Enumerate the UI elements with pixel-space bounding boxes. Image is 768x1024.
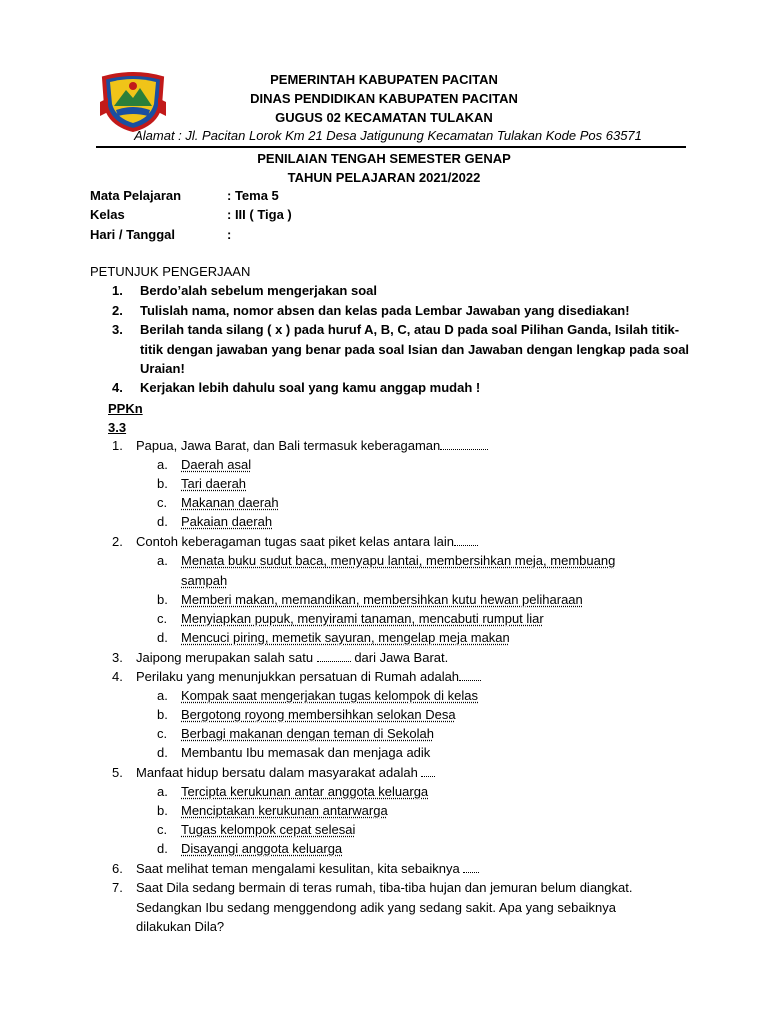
question-text: Perilaku yang menunjukkan persatuan di Rumah adalah	[136, 669, 460, 684]
question-number: 6.	[112, 861, 123, 876]
exam-title: PENILAIAN TENGAH SEMESTER GENAP	[257, 151, 511, 166]
option-letter: a.	[157, 553, 168, 568]
answer-blank	[463, 860, 479, 873]
instruction-text: Kerjakan lebih dahulu soal yang kamu anggap mudah !	[140, 380, 481, 395]
option-letter: d.	[157, 841, 168, 856]
question-text: Saat melihat teman mengalami kesulitan, kita sebaiknya	[136, 861, 460, 876]
instruction-text: Tulislah nama, nomor absen dan kelas pada Lembar Jawaban yang disediakan!	[140, 303, 630, 318]
meta-value: : III ( Tiga )	[227, 207, 292, 222]
option-text: Tugas kelompok cepat selesai	[181, 822, 356, 837]
option-letter: b.	[157, 707, 168, 722]
option-text: Berbagi makanan dengan teman di Sekolah	[181, 726, 434, 741]
meta-row	[90, 207, 292, 223]
instructions-heading: PETUNJUK PENGERJAAN	[90, 264, 251, 279]
instruction-number: 1.	[112, 283, 123, 298]
option-text: Makanan daerah	[181, 495, 279, 510]
option-letter: c.	[157, 822, 168, 837]
option-text: Tercipta kerukunan antar anggota keluarga	[181, 784, 429, 799]
instruction-text: Berilah tanda silang ( x ) pada huruf A, B, C, atau D pada soal Pilihan Ganda, Isilah titik-titik dengan jawaban yang benar pada soal Isian dan Jawaban dengan lengkap pada soal Uraian!	[140, 322, 690, 376]
option-letter: a.	[157, 784, 168, 799]
option-letter: c.	[157, 611, 168, 626]
option-text: Disayangi anggota keluarga	[181, 841, 343, 856]
option-letter: d.	[157, 630, 168, 645]
header-divider	[96, 146, 686, 148]
option-text: Membantu Ibu memasak dan menjaga adik	[181, 745, 431, 760]
question-text: Saat Dila sedang bermain di teras rumah, tiba-tiba hujan dan jemuran belum diangkat. Sedangkan Ibu sedang menggendong adik yang sedang sakit. Apa yang sebaiknya dilakukan Dila?	[136, 880, 633, 934]
option-letter: a.	[157, 457, 168, 472]
header-line-2: DINAS PENDIDIKAN KABUPATEN PACITAN	[250, 91, 518, 106]
header-address: Alamat : Jl. Pacitan Lorok Km 21 Desa Jatigunung Kecamatan Tulakan Kode Pos 63571	[134, 128, 642, 143]
option-letter: c.	[157, 495, 168, 510]
question-number: 3.	[112, 650, 123, 665]
option-text: Kompak saat mengerjakan tugas kelompok di kelas	[181, 688, 478, 703]
question-text-end: dari Jawa Barat.	[354, 650, 449, 665]
meta-key: Kelas	[90, 207, 125, 222]
subject-label: PPKn	[108, 401, 143, 416]
option-text: Bergotong royong membersihkan selokan Desa	[181, 707, 456, 722]
instruction-number: 3.	[112, 322, 123, 337]
answer-blank	[459, 668, 481, 681]
question-text: Contoh keberagaman tugas saat piket kelas antara lain	[136, 534, 454, 549]
question-text: Manfaat hidup bersatu dalam masyarakat adalah	[136, 765, 418, 780]
option-letter: b.	[157, 592, 168, 607]
option-text: Mencuci piring, memetik sayuran, mengelap meja makan	[181, 630, 510, 645]
option-letter: d.	[157, 514, 168, 529]
answer-blank	[421, 764, 435, 777]
option-text: Tari daerah	[181, 476, 247, 491]
answer-blank	[317, 649, 351, 662]
instruction-number: 2.	[112, 303, 123, 318]
option-text: Daerah asal	[181, 457, 252, 472]
answer-blank	[440, 437, 488, 450]
meta-key: Hari / Tanggal	[90, 227, 175, 242]
question-number: 7.	[112, 880, 123, 895]
question-number: 4.	[112, 669, 123, 684]
question-number: 1.	[112, 438, 123, 453]
option-letter: b.	[157, 476, 168, 491]
question-text: Jaipong merupakan salah satu	[136, 650, 314, 665]
regency-logo-icon	[100, 72, 166, 132]
instruction-text: Berdo’alah sebelum mengerjakan soal	[140, 283, 377, 298]
option-text: Pakaian daerah	[181, 514, 273, 529]
option-letter: a.	[157, 688, 168, 703]
meta-value: : Tema 5	[227, 188, 279, 203]
option-letter: b.	[157, 803, 168, 818]
exam-year: TAHUN PELAJARAN 2021/2022	[287, 170, 481, 185]
option-text: Menata buku sudut baca, menyapu lantai, membersihkan meja, membuang sampah	[181, 553, 616, 588]
option-letter: d.	[157, 745, 168, 760]
option-text: Menciptakan kerukunan antarwarga	[181, 803, 388, 818]
meta-row	[90, 188, 279, 204]
question-number: 2.	[112, 534, 123, 549]
kd-label: 3.3	[108, 420, 127, 435]
option-text: Memberi makan, memandikan, membersihkan kutu hewan peliharaan	[181, 592, 583, 607]
meta-row	[90, 227, 231, 243]
header-line-1: PEMERINTAH KABUPATEN PACITAN	[270, 72, 498, 87]
instruction-number: 4.	[112, 380, 123, 395]
option-letter: c.	[157, 726, 168, 741]
header-line-3: GUGUS 02 KECAMATAN TULAKAN	[275, 110, 493, 125]
option-text: Menyiapkan pupuk, menyirami tanaman, mencabuti rumput liar	[181, 611, 544, 626]
meta-key: Mata Pelajaran	[90, 188, 182, 203]
answer-blank	[454, 533, 478, 546]
question-text: Papua, Jawa Barat, dan Bali termasuk keberagaman	[136, 438, 441, 453]
question-number: 5.	[112, 765, 123, 780]
meta-value: :	[227, 227, 232, 242]
